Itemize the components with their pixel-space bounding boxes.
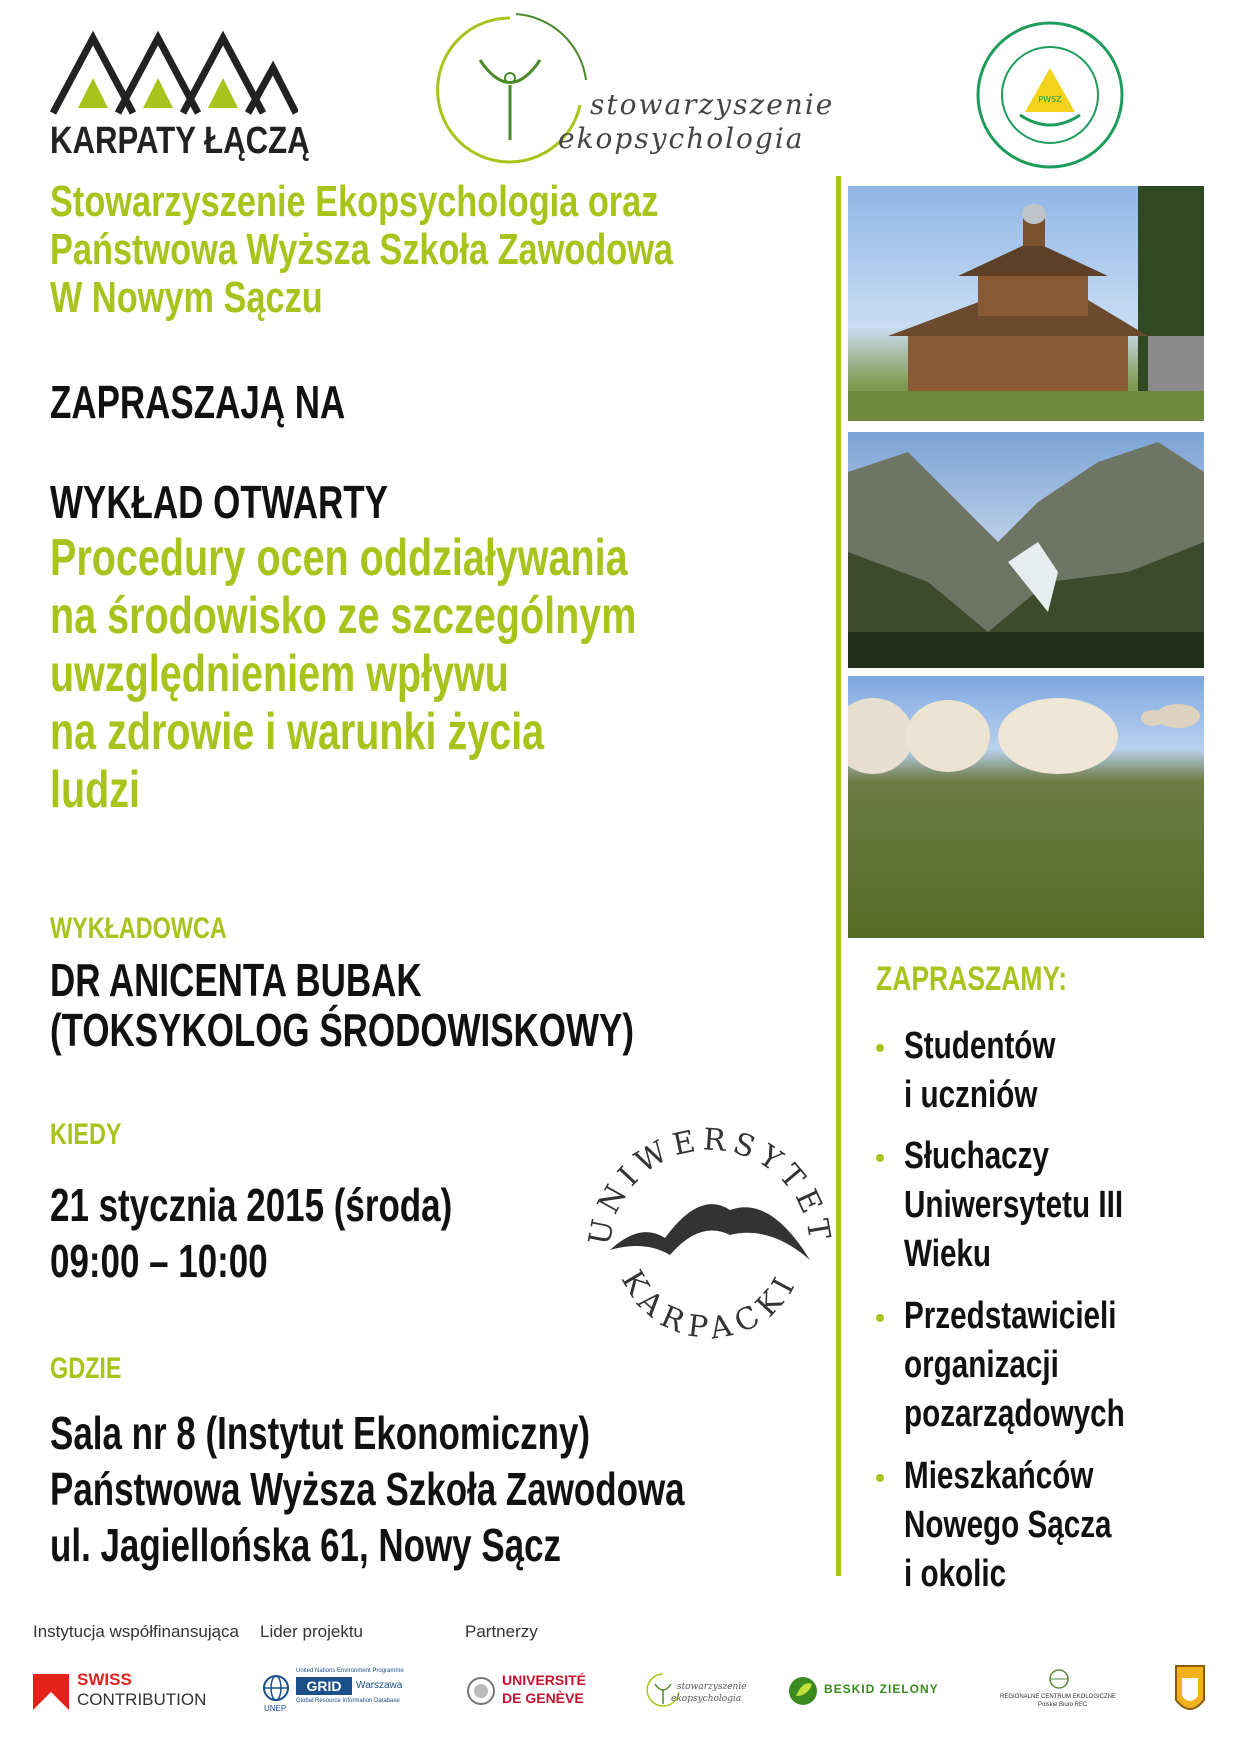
organizers-line-2: Państwowa Wyższa Szkoła Zawodowa [50,225,674,274]
mountains-illustration-icon [848,432,1204,668]
eko-small-line-1: stowarzyszenie [677,1682,747,1692]
audience-item-line: Słuchaczy [904,1135,1049,1177]
bullet-icon [876,1314,884,1322]
geneve-line-1: UNIVERSITÉ [502,1672,587,1688]
mountains-photo [848,432,1204,668]
where-line-2: Państwowa Wyższa Szkoła Zawodowa [50,1463,685,1515]
eko-logo-line1: stowarzyszenie [590,88,835,121]
sheep-photo [848,676,1204,938]
bullet-icon [876,1474,884,1482]
audience-item-line: Mieszkańców [904,1455,1094,1497]
pwsz-seal-logo [975,20,1125,170]
uniwersytet-karpacki-icon [580,1110,840,1370]
sheep-illustration-icon [848,676,1204,938]
svg-text:KARPACKI: KARPACKI [613,1264,806,1347]
invite-heading: ZAPRASZAJĄ NA [50,376,346,428]
unep-grid-logo [262,1668,412,1718]
grid-sub: Global Resource Information Database [296,1698,400,1704]
event-date: 21 stycznia 2015 (środa) [50,1179,453,1231]
lecture-type: WYKŁAD OTWARTY [50,476,388,528]
church-illustration-icon [848,186,1204,421]
organizers-line-1: Stowarzyszenie Ekopsychologia oraz [50,177,659,226]
pwsz-seal-icon [975,20,1125,170]
bullet-icon [876,1044,884,1052]
rec-logo [1000,1668,1120,1716]
footer-label-cofinance: Instytucja współfinansująca [33,1622,240,1641]
uniwersytet-karpacki-logo [580,1110,840,1370]
audience-item-line: organizacji [904,1344,1059,1386]
lecture-title-line-5: ludzi [50,761,141,819]
audience-item-line: Przedstawicieli [904,1295,1117,1337]
universite-geneve-logo [466,1670,586,1714]
lecturer-label: WYKŁADOWCA [50,912,227,945]
eko-logo-line2: ekopsychologia [558,122,805,155]
audience-item-line: Wieku [904,1233,992,1275]
church-photo [848,186,1204,421]
eko-small-line-2: ekopsychologia [671,1694,742,1704]
ekopsychologia-logo [430,10,835,170]
swiss-flag-icon [33,1674,69,1710]
rce-line-1: REGIONALNE CENTRUM EKOLOGICZNE [1000,1694,1117,1700]
audience-item-line: Nowego Sącza [904,1504,1112,1546]
lecture-title-line-2: na środowisko ze szczególnym [50,587,637,645]
swiss-contribution-logo [33,1670,213,1714]
lecturer-role: (TOKSYKOLOG ŚRODOWISKOWY) [50,1004,634,1056]
where-label: GDZIE [50,1352,122,1385]
bullet-icon [876,1154,884,1162]
geneve-seal-icon [466,1676,496,1706]
audience-item-line: i uczniów [904,1074,1038,1116]
lecture-title-line-4: na zdrowie i warunki życia [50,703,545,761]
badge-shield-icon [1172,1660,1208,1720]
audience-item-line: pozarządowych [904,1393,1125,1435]
event-time: 09:00 – 10:00 [50,1235,268,1287]
grid-city: Warszawa [356,1680,403,1691]
unep-abbr: UNEP [264,1704,287,1713]
audience-heading: ZAPRASZAMY: [876,960,1068,998]
when-label: KIEDY [50,1118,122,1151]
where-line-3: ul. Jagiellońska 61, Nowy Sącz [50,1519,562,1571]
audience-item-line: Studentów [904,1025,1056,1067]
rce-line-2: Polskie Biuro REC [1038,1702,1088,1708]
svg-text:PWSZ: PWSZ [1038,95,1062,104]
ekopsychologia-small-logo [645,1670,745,1714]
unep-text: United Nations Environment Programme [296,1668,404,1674]
grid-text: GRID [296,1677,352,1695]
beskid-text: BESKID ZIELONY [824,1682,939,1696]
karpaty-laczа-logo [48,28,310,168]
rec-globe-icon [1048,1668,1070,1690]
audience-item-line: Uniwersytetu III [904,1184,1124,1226]
lecture-title-line-1: Procedury ocen oddziaływania [50,529,628,587]
footer-label-leader: Lider projektu [260,1622,364,1641]
badge-logo [1172,1660,1208,1720]
swiss-line-1: SWISS [77,1670,132,1689]
beskid-leaf-icon [788,1676,818,1706]
beskid-zielony-logo [788,1672,948,1712]
karpaty-logo-text: KARPATY ŁĄCZĄ [50,120,310,162]
audience-item-line: i okolic [904,1553,1007,1595]
where-line-1: Sala nr 8 (Instytut Ekonomiczny) [50,1407,591,1459]
unep-globe-icon [262,1674,290,1702]
organizers-line-3: W Nowym Sączu [50,273,323,322]
lecture-title-line-3: uwzględnieniem wpływu [50,645,509,703]
footer-label-partners: Partnerzy [465,1622,538,1641]
swiss-line-2: CONTRIBUTION [77,1690,207,1709]
svg-text:UNIWERSYTET: UNIWERSYTET [582,1122,838,1249]
geneve-line-2: DE GENÈVE [502,1690,584,1706]
lecturer-name: DR ANICENTA BUBAK [50,954,422,1006]
